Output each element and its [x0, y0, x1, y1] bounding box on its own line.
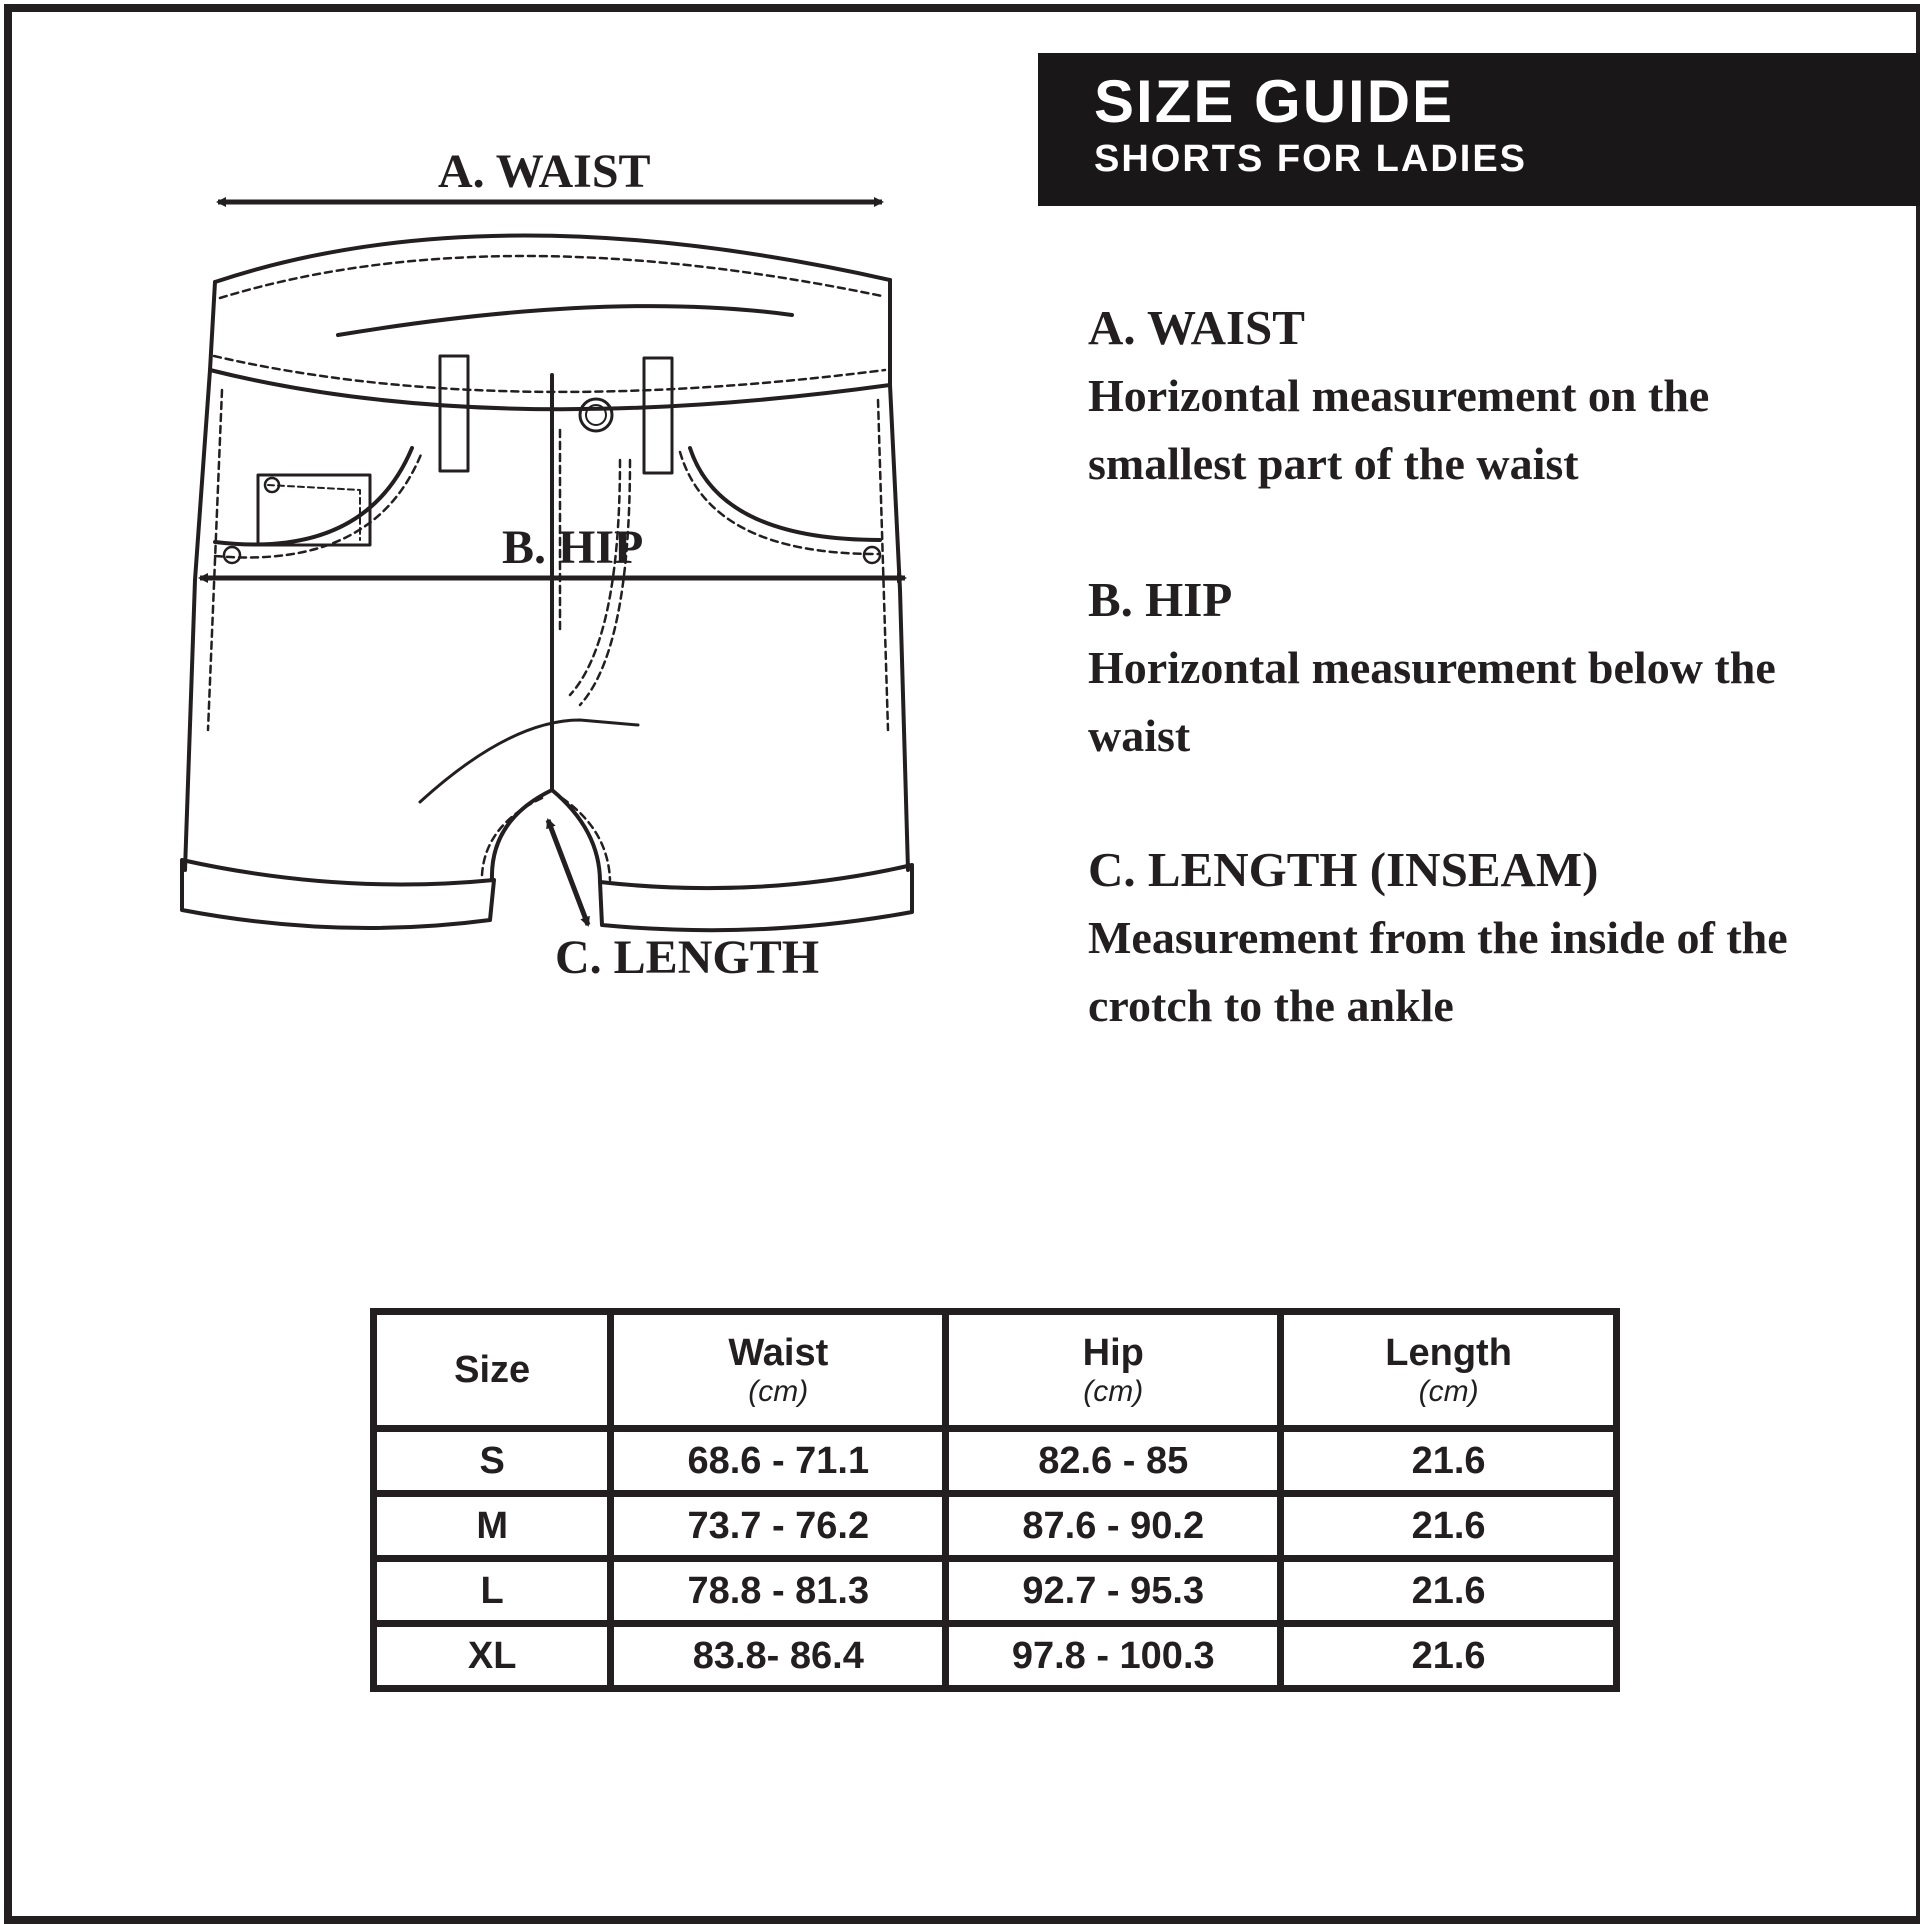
header-title: SIZE GUIDE: [1094, 68, 1455, 135]
header-length: [1281, 1312, 1617, 1429]
cell-hip: 97.8 - 100.3: [946, 1624, 1281, 1689]
header-length-unit: (cm): [1418, 1375, 1479, 1408]
cell-size: XL: [374, 1624, 611, 1689]
header-hip-label: Hip: [1082, 1332, 1144, 1374]
header-hip: [946, 1312, 1281, 1429]
left-pocket: [215, 448, 412, 544]
cell-length: 21.6: [1281, 1429, 1617, 1494]
cell-hip: 82.6 - 85: [946, 1429, 1281, 1494]
cell-hip: 92.7 - 95.3: [946, 1559, 1281, 1624]
size-guide-header: [1038, 53, 1920, 206]
description-length: [1088, 836, 1848, 1040]
description-hip-title: B. HIP: [1088, 572, 1233, 627]
table-row: [374, 1494, 1617, 1559]
table-header-row: [374, 1312, 1617, 1429]
cell-waist: 68.6 - 71.1: [611, 1429, 946, 1494]
cell-length: 21.6: [1281, 1624, 1617, 1689]
right-cuff: [600, 865, 912, 930]
crotch-curve: [492, 790, 552, 880]
cell-hip: 87.6 - 90.2: [946, 1494, 1281, 1559]
table-row: [374, 1559, 1617, 1624]
description-hip: [1088, 566, 1848, 770]
left-cuff: [182, 860, 494, 928]
description-length-title: C. LENGTH (INSEAM): [1088, 842, 1599, 897]
header-waist-unit: (cm): [748, 1375, 809, 1408]
header-waist-label: Waist: [728, 1332, 829, 1374]
cell-size: S: [374, 1429, 611, 1494]
table-row: [374, 1429, 1617, 1494]
header-size-label: Size: [454, 1349, 531, 1391]
description-waist: [1088, 294, 1848, 498]
shorts-diagram: [160, 130, 940, 1010]
diagram-label-length: C. LENGTH: [555, 931, 820, 984]
cell-waist: 73.7 - 76.2: [611, 1494, 946, 1559]
description-waist-text: Horizontal measurement on the smallest part of the waist: [1088, 370, 1710, 489]
cell-waist: 83.8- 86.4: [611, 1624, 946, 1689]
table-row: [374, 1624, 1617, 1689]
left-side-seam: [185, 370, 210, 870]
header-waist: [611, 1312, 946, 1429]
header-hip-unit: (cm): [1083, 1375, 1144, 1408]
waistband-back: [338, 306, 792, 335]
description-waist-title: A. WAIST: [1088, 300, 1305, 355]
cell-length: 21.6: [1281, 1494, 1617, 1559]
right-pocket: [690, 448, 880, 540]
cell-size: L: [374, 1559, 611, 1624]
cell-size: M: [374, 1494, 611, 1559]
cell-length: 21.6: [1281, 1559, 1617, 1624]
cell-waist: 78.8 - 81.3: [611, 1559, 946, 1624]
header-subtitle: SHORTS FOR LADIES: [1094, 138, 1528, 180]
right-side-seam: [890, 385, 908, 870]
length-arrow: [548, 820, 588, 925]
description-hip-text: Horizontal measurement below the waist: [1088, 642, 1776, 761]
diagram-label-waist: A. WAIST: [438, 145, 651, 198]
diagram-label-hip: B. HIP: [502, 521, 644, 574]
description-length-text: Measurement from the inside of the crotch to the ankle: [1088, 912, 1788, 1031]
header-size: [374, 1312, 611, 1429]
size-chart-table: [370, 1308, 1620, 1692]
header-length-label: Length: [1385, 1332, 1512, 1374]
